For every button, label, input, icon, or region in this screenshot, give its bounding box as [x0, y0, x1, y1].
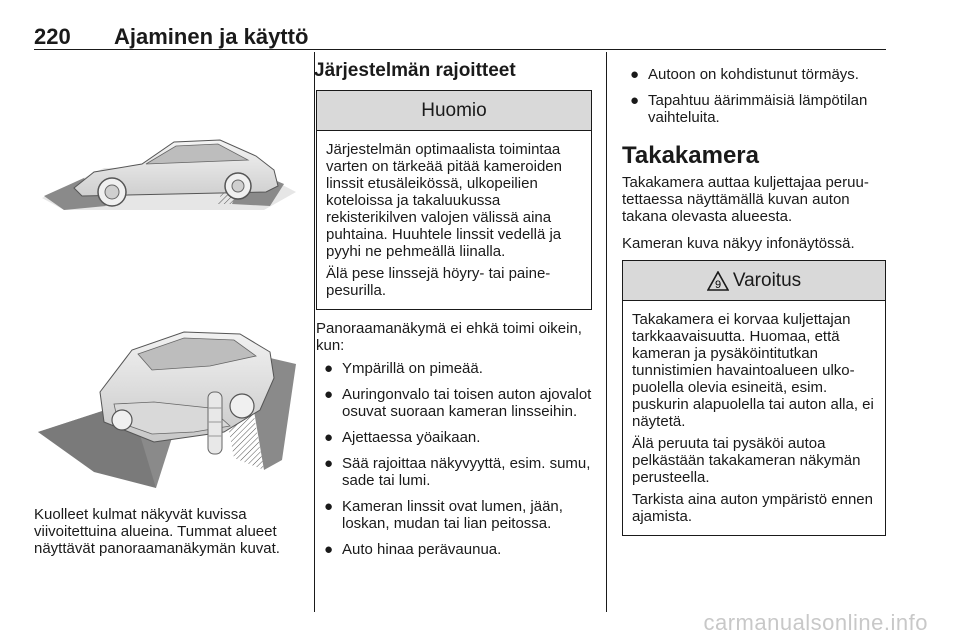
list-item: ● Autoon on kohdistunut törmäys. — [630, 66, 859, 83]
page-number: 220 — [34, 24, 71, 49]
column-divider-right — [606, 52, 607, 612]
notice-box — [316, 90, 592, 310]
limitations-intro: Panoraamanäkymä ei ehkä toimi oikein, kun: — [316, 320, 582, 354]
bullet-icon: ● — [324, 541, 334, 558]
notice-body — [317, 131, 591, 309]
list-item: ● Auringonvalo tai toisen auton ajovalot osuvat suoraan kameran linsseihin. — [324, 386, 592, 420]
bullet-icon: ● — [324, 455, 334, 472]
warning-paragraph: Takakamera ei korvaa kuljettajan tarkkaavaisuutta. Huomaa, että kameran ja pysäköintitutkan tunnistimien havaintoalueen ulkopuolella olevia esineitä, esim. puskurin alapuolella tai auton alla, ei näytetä. — [632, 311, 874, 430]
limitations-list — [316, 360, 592, 558]
bullet-icon: ● — [324, 386, 334, 403]
list-item: ● Ympärillä on pimeää. — [324, 360, 483, 377]
list-item: ● Sää rajoittaa näkyvyyttä, esim. sumu, sade tai lumi. — [324, 455, 591, 489]
list-item: ● Tapahtuu äärimmäisiä lämpötilan vaihteluita. — [630, 92, 868, 126]
notice-paragraph: Älä pese linssejä höyry- tai painepesurilla. — [326, 265, 551, 299]
rear-camera-description: Takakamera auttaa kuljettajaa peruutettaessa näyttämällä kuvan auton takana olevasta alueesta. — [622, 174, 869, 225]
car-side-blind-spot-illustration — [34, 60, 300, 272]
warning-paragraph: Tarkista aina auton ympäristö ennen ajamista. — [632, 491, 873, 525]
page-header — [34, 14, 886, 50]
notice-heading: Huomio — [317, 91, 591, 131]
section-title-rear-camera: Takakamera — [622, 142, 759, 169]
right-column — [622, 60, 886, 536]
watermark: carmanualsonline.info — [703, 610, 928, 635]
bullet-icon: ● — [324, 498, 334, 515]
page-title: Ajaminen ja käyttö — [114, 24, 309, 49]
warning-heading — [623, 261, 885, 301]
list-item: ● Ajettaessa yöaikaan. — [324, 429, 481, 446]
bullet-icon: ● — [630, 92, 640, 109]
illustration-caption: Kuolleet kulmat näkyvät kuvissa viivoitettuina alueina. Tummat alueet näyttävät panoraamanäkymän kuvat. — [34, 506, 280, 557]
warning-body — [623, 301, 885, 535]
bullet-icon: ● — [324, 360, 334, 377]
svg-text:9: 9 — [714, 278, 721, 291]
section-title-system-limits: Järjestelmän rajoitteet — [314, 60, 516, 81]
rear-camera-display-note: Kameran kuva näkyy infonäytössä. — [622, 235, 855, 252]
car-front-panorama-view-illustration — [34, 282, 300, 494]
warning-box — [622, 260, 886, 536]
middle-column — [314, 60, 592, 567]
list-item: ● Auto hinaa perävaunua. — [324, 541, 502, 558]
bullet-icon: ● — [630, 66, 640, 83]
left-column — [34, 60, 300, 557]
notice-paragraph: Järjestelmän optimaalista toimintaa varten on tärkeää pitää kameroiden linssit etusäleikössä, ulkopeilien koteloissa ja takaluukussa rekisterikilven valojen välissä aina puhtaina. Huuhtele linssit vedellä ja pyyhi ne pehmeällä liinalla. — [326, 141, 562, 260]
list-item: ● Kameran linssit ovat lumen, jään, loskan, mudan tai lian peitossa. — [324, 498, 563, 532]
warning-triangle-icon — [707, 271, 729, 291]
bullet-icon: ● — [324, 429, 334, 446]
warning-paragraph: Älä peruuta tai pysäköi autoa pelkästään takakameran näkymän perusteella. — [632, 435, 861, 486]
limitations-list-continued — [622, 66, 886, 126]
warning-heading-label: Varoitus — [732, 269, 802, 291]
